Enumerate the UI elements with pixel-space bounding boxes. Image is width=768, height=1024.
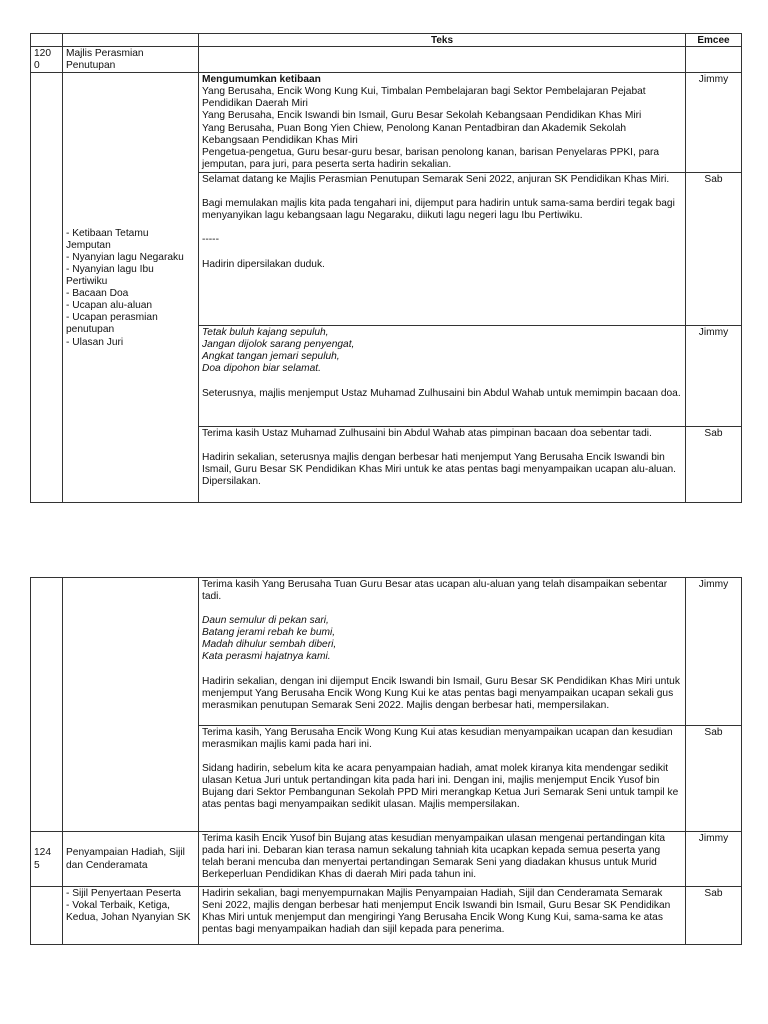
paragraph: Hadirin sekalian, dengan ini dijemput Encik Iswandi bin Ismail, Guru Besar SK Pendidikan Khas Miri untuk menjemput Yang Berusaha Encik Wong Kung Kui ke atas pentas bagi menyampaikan ucapan sekali gus merasmikan penutupan Semarak Seni 2022. Majlis dengan berbesar hati, mempersilakan.	[202, 675, 680, 711]
header-teks: Teks	[199, 34, 686, 47]
table-row	[31, 887, 742, 945]
time-cell	[31, 578, 63, 832]
emcee-cell: Sab	[686, 427, 742, 503]
agenda-list: - Ketibaan Tetamu Jemputan - Nyanyian lagu Negaraku - Nyanyian lagu Ibu Pertiwiku - Bacaan Doa - Ucapan alu-aluan - Ucapan perasmian penutupan - Ulasan Juri	[66, 227, 184, 348]
table-row	[31, 47, 742, 73]
emcee-cell: Jimmy	[686, 578, 742, 726]
separator-text: -----	[202, 234, 219, 246]
paragraph: Selamat datang ke Majlis Perasmian Penutupan Semarak Seni 2022, anjuran SK Pendidikan Khas Miri.	[202, 174, 670, 186]
time-cell	[31, 47, 63, 73]
emcee-cell: Jimmy	[686, 832, 742, 887]
time-cell	[31, 832, 63, 887]
agenda-list: - Sijil Penyertaan Peserta - Vokal Terbaik, Ketiga, Kedua, Johan Nyanyian SK	[66, 888, 191, 924]
header-emcee: Emcee	[686, 34, 742, 47]
time-text: 120 0	[34, 48, 51, 72]
announcement-title: Mengumumkan ketibaan	[202, 74, 321, 86]
text-cell	[199, 326, 686, 427]
emcee-cell: Jimmy	[686, 326, 742, 427]
rundown-table-2	[30, 577, 742, 945]
paragraph: Hadirin dipersilakan duduk.	[202, 258, 325, 270]
paragraph: Terima kasih Yang Berusaha Tuan Guru Besar atas ucapan alu-aluan yang telah disampaikan sebentar tadi.	[202, 579, 668, 603]
text-cell	[199, 832, 686, 887]
text-cell-empty	[199, 47, 686, 73]
text-cell	[199, 173, 686, 326]
time-text: 124 5	[34, 847, 51, 871]
pantun: Tetak buluh kajang sepuluh, Jangan dijolok sarang penyengat, Angkat tangan jemari sepuluh, Doa dipohon biar selamat.	[202, 327, 355, 375]
table-row	[31, 578, 742, 726]
paragraph: Hadirin sekalian, seterusnya majlis dengan berbesar hati menjemput Yang Berusaha Encik Iswandi bin Ismail, Guru Besar SK Pendidikan Khas Miri untuk ke atas pentas bagi menyampaikan ucapan alu-aluan. Dipersilakan.	[202, 452, 676, 488]
paragraph: Hadirin sekalian, bagi menyempurnakan Majlis Penyampaian Hadiah, Sijil dan Cenderamata Semarak Seni 2022, majlis dengan berbesar hati menjemput Encik Iswandi bin Ismail, Guru Besar SK Pendidikan Khas Miri untuk menjemput dan mengiringi Yang Berusaha Encik Wong Kung Kui, sama-sama ke atas pentas bagi menyampaikan hadiah dan sijil kepada para penerima.	[202, 888, 671, 936]
emcee-cell: Sab	[686, 173, 742, 326]
paragraph: Terima kasih Ustaz Muhamad Zulhusaini bin Abdul Wahab atas pimpinan bacaan doa sebentar tadi.	[202, 428, 652, 440]
paragraph: Bagi memulakan majlis kita pada tengahari ini, dijemput para hadirin untuk sama-sama berdiri tegak bagi menyanyikan lagu kebangsaan lagu Negaraku, diikuti lagu negeri lagu Ibu Pertiwiku.	[202, 198, 675, 222]
agenda-cell	[63, 73, 199, 503]
announcement-text: Yang Berusaha, Encik Wong Kung Kui, Timbalan Pembelajaran bagi Sektor Pembelajaran Pejabat Pendidikan Daerah Miri Yang Berusaha, Encik Iswandi bin Ismail, Guru Besar Sekolah Kebangsaan Pendidikan Khas Miri Yang Berusaha, Puan Bong Yien Chiew, Penolong Kanan Pentadbiran dan Akademik Sekolah Kebangsaan Pendidikan Khas Miri Pengetua-pengetua, Guru besar-guru besar, barisan penolong kanan, barisan Penyelaras PPKI, para jemputan, para juri, para peserta serta hadirin sekalian.	[202, 86, 660, 170]
text-cell	[199, 887, 686, 945]
agenda-cell	[63, 887, 199, 945]
paragraph: Terima kasih Encik Yusof bin Bujang atas kesudian menyampaikan ulasan mengenai pertandingan kita pada hari ini. Debaran kian terasa namun sekalung tahniah kita ucapkan kepada semua peserta yang telah berani mencuba dan menyertai pertandingan Semarak Seni yang diadakan khusus untuk Murid Berkeperluan Pendidikan Khas di daerah Miri pada tahun ini.	[202, 833, 666, 881]
pantun: Daun semulur di pekan sari, Batang jerami rebah ke bumi, Madah dihulur sembah diberi, Kata perasmi hajatnya kami.	[202, 615, 337, 663]
paragraph: Sidang hadirin, sebelum kita ke acara penyampaian hadiah, amat molek kiranya kita mendengar sedikit ulasan Ketua Juri untuk pertandingan kita pada hari ini. Dengan ini, majlis menjemput Encik Yusof bin Bujang dari Sektor Pembangunan Sekolah PPD Miri merangkap Ketua Juri Semarak Seni untuk tampil ke atas pentas bagi menyampaikan sedikit ulasan. Majlis mempersilakan.	[202, 763, 679, 811]
event-cell	[63, 578, 199, 832]
table-row	[31, 832, 742, 887]
text-cell	[199, 427, 686, 503]
header-time-cell	[31, 34, 63, 47]
text-cell	[199, 726, 686, 832]
emcee-cell: Jimmy	[686, 73, 742, 173]
event-cell: Penyampaian Hadiah, Sijil dan Cenderamata	[63, 832, 199, 887]
paragraph: Terima kasih, Yang Berusaha Encik Wong Kung Kui atas kesudian menyampaikan ucapan dan kesudian merasmikan majlis kami pada hari ini.	[202, 727, 673, 751]
emcee-cell: Sab	[686, 726, 742, 832]
paragraph: Seterusnya, majlis menjemput Ustaz Muhamad Zulhusaini bin Abdul Wahab untuk memimpin bacaan doa.	[202, 387, 681, 399]
text-cell	[199, 578, 686, 726]
rundown-table-1	[30, 33, 742, 503]
table-row	[31, 73, 742, 173]
emcee-cell-empty	[686, 47, 742, 73]
text-cell	[199, 73, 686, 173]
event-cell: Majlis Perasmian Penutupan	[63, 47, 199, 73]
time-cell	[31, 73, 63, 503]
emcee-cell: Sab	[686, 887, 742, 945]
header-event-cell	[63, 34, 199, 47]
time-cell	[31, 887, 63, 945]
table-header-row	[31, 34, 742, 47]
